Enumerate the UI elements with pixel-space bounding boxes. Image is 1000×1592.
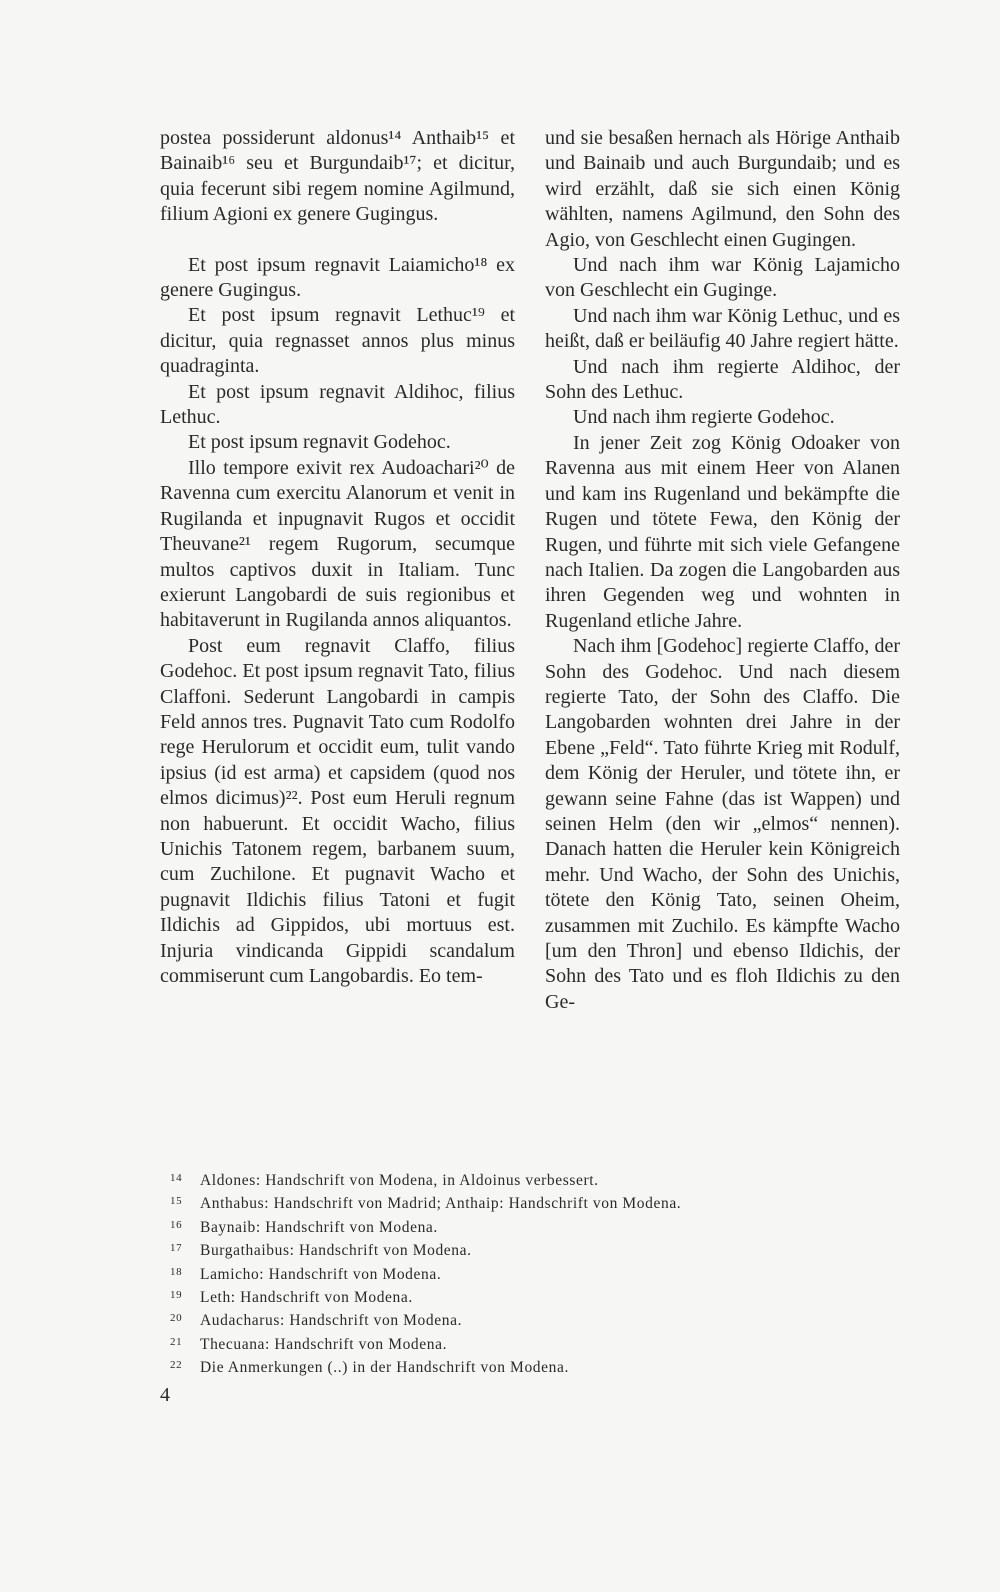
footnote-text: Leth: Handschrift von Modena.: [200, 1289, 413, 1307]
german-paragraph-2: Und nach ihm war König Lajamicho von Geschlecht ein Guginge.: [545, 254, 900, 302]
latin-paragraph-3: Et post ipsum regnavit Lethuc¹⁹ et dicitur, quia regnasset annos plus minus quadraginta.: [160, 304, 515, 378]
footnote-text: Burgathaibus: Handschrift von Modena.: [200, 1242, 472, 1260]
footnote-text: Anthabus: Handschrift von Madrid; Anthaip: Handschrift von Modena.: [200, 1195, 682, 1213]
footnote: [170, 1168, 950, 1191]
footnote: [170, 1285, 950, 1308]
german-paragraph-3: Und nach ihm war König Lethuc, und es heißt, daß er beiläufig 40 Jahre regiert hätte.: [545, 304, 900, 353]
footnote: [170, 1332, 950, 1355]
footnote: [170, 1215, 950, 1238]
german-paragraph-7: Nach ihm [Godehoc] regierte Claffo, der Sohn des Godehoc. Und nach diesem regierte Tato, der Sohn des Claffo. Die Langobarden wohnten drei Jahre in der Ebene „Feld“. Tato führte Krieg mit Rodulf, dem König der Heruler, und tötete ihn, er gewann seine Fahne (das ist Wappen) und seinen Helm (den wir „elmos“ nennen). Danach hatten die Heruler kein Königreich mehr. Und Wacho, der Sohn des Unichis, tötete den König Tato, seinen Oheim, zusammen mit Zuchilo. Es kämpfte Wacho [um den Thron] und ebenso Ildichis, der Sohn des Tato und es floh Ildichis zu den Ge-: [545, 635, 900, 1013]
german-column: [545, 126, 900, 1015]
footnote-text: Thecuana: Handschrift von Modena.: [200, 1335, 448, 1353]
footnote: [170, 1191, 950, 1214]
latin-paragraph-4: Et post ipsum regnavit Aldihoc, filius Lethuc.: [160, 380, 515, 429]
german-paragraph-1: und sie besaßen hernach als Hörige Anthaib und Bainaib und auch Burgundaib; und es wird erzählt, daß sie sich einen König wählten, namens Agilmund, den Sohn des Agio, von Geschlecht einen Gugingen.: [545, 127, 900, 251]
german-paragraph-6: In jener Zeit zog König Odoaker von Ravenna aus mit einem Heer von Alanen und kam ins Rugenland und bekämpfte die Rugen und tötete Fewa, den König der Rugen, und führte mit sich viele Gefangene nach Italien. Da zogen die Langobarden aus ihren Gegenden weg und wohnten in Rugenland etliche Jahre.: [545, 431, 900, 632]
footnote-number: 18: [170, 1265, 183, 1278]
footnote-text: Aldones: Handschrift von Modena, in Aldoinus verbessert.: [200, 1172, 599, 1189]
footnote: [170, 1238, 950, 1261]
footnote-text: Audacharus: Handschrift von Modena.: [200, 1312, 463, 1330]
footnotes: [170, 1168, 950, 1379]
latin-paragraph-2: Et post ipsum regnavit Laiamicho¹⁸ ex genere Gugingus.: [160, 253, 515, 302]
footnote: [170, 1308, 950, 1331]
footnote-number: 20: [170, 1312, 183, 1325]
latin-paragraph-6: Illo tempore exivit rex Audoachari²⁰ de Ravenna cum exercitu Alanorum et venit in Rugilanda et inpugnavit Rugos et occidit Theuvane²¹ regem Rugorum, secumque multos captivos duxit in Italiam. Tunc exierunt Langobardi de suis regionibus et habitaverunt in Rugilanda annos aliquantos.: [160, 456, 515, 632]
footnote: [170, 1355, 950, 1378]
footnote-number: 21: [170, 1335, 183, 1348]
footnote: [170, 1262, 950, 1285]
footnote-text: Die Anmerkungen (..) in der Handschrift von Modena.: [200, 1359, 569, 1377]
footnote-number: 15: [170, 1195, 183, 1208]
footnote-text: Lamicho: Handschrift von Modena.: [200, 1265, 442, 1283]
footnote-text: Baynaib: Handschrift von Modena.: [200, 1218, 438, 1236]
latin-paragraph-5: Et post ipsum regnavit Godehoc.: [188, 431, 451, 454]
footnote-number: 22: [170, 1359, 183, 1372]
footnote-number: 16: [170, 1218, 183, 1231]
page-number: 4: [160, 1384, 170, 1406]
latin-paragraph-7: Post eum regnavit Claffo, filius Godehoc. Et post ipsum regnavit Tato, filius Claffoni. Sederunt Langobardi in campis Feld annos tres. Pugnavit Tato cum Rodolfo rege Herulorum et occidit eum, tulit vando ipsius (id est arma) et capsidem (quod nos elmos dicimus)²². Post eum Heruli regnum non habuerunt. Et occidit Wacho, filius Unichis Tatonem regem, barbanem suum, cum Zuchilone. Et pugnavit Wacho et pugnavit Ildichis filius Tatoni et fugit Ildichis ad Gippidos, ubi mortuus est. Injuria vindicanda Gippidi scandalum commiserunt cum Langobardis. Eo tem-: [160, 634, 515, 987]
footnote-number: 14: [170, 1172, 183, 1184]
german-paragraph-5: Und nach ihm regierte Godehoc.: [573, 406, 835, 429]
paragraph-gap: [160, 228, 515, 253]
latin-column: [160, 126, 515, 989]
footnote-number: 19: [170, 1289, 183, 1302]
german-paragraph-4: Und nach ihm regierte Aldihoc, der Sohn des Lethuc.: [545, 355, 900, 404]
latin-paragraph-1: postea possiderunt aldonus¹⁴ Anthaib¹⁵ et Bainaib¹⁶ seu et Burgundaib¹⁷; et dicitur, quia fecerunt sibi regem nomine Agilmund, filium Agioni ex genere Gugingus.: [160, 127, 515, 226]
footnote-number: 17: [170, 1242, 183, 1255]
